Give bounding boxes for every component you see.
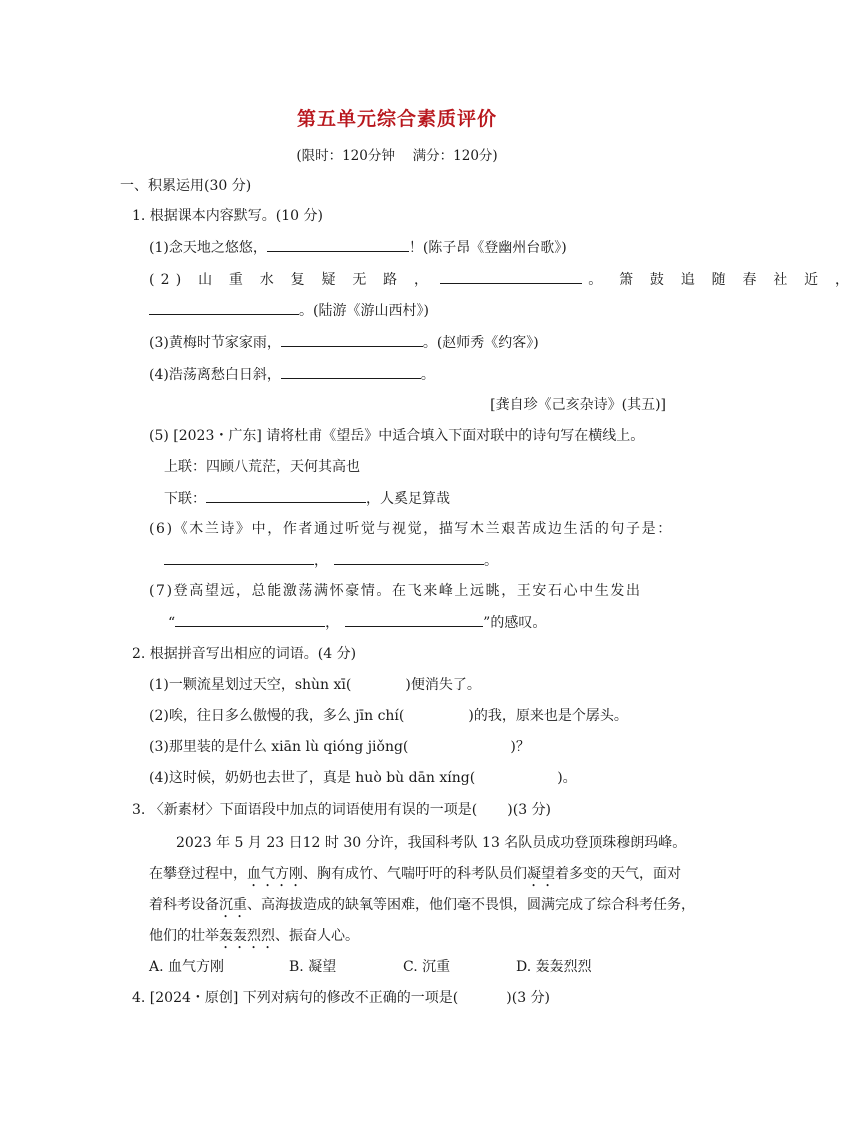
q1-item1-suffix: ！(陈子昂《登幽州台歌》) — [408, 240, 567, 256]
q1-item3-suffix: 。(赵师秀《约客》) — [422, 335, 539, 351]
answer-blank[interactable] — [440, 269, 582, 284]
q3-option-a[interactable]: A. 血气方刚 — [149, 959, 225, 975]
passage-text: 着多变的天气，面对 — [555, 866, 681, 882]
q1-item1 — [149, 237, 567, 258]
q1-item7-close: ”的感叹。 — [483, 615, 547, 631]
section-heading: 一、积累运用(30 分) — [120, 178, 252, 194]
q1-item7-answer — [168, 612, 546, 633]
answer-blank[interactable] — [206, 488, 366, 503]
q3-option-b[interactable]: B. 凝望 — [289, 959, 337, 975]
q3-passage-line2 — [149, 864, 681, 890]
q1-item2-line2 — [149, 300, 429, 321]
q2-item1-suffix: )便消失了。 — [405, 677, 481, 693]
q4-stem — [132, 988, 550, 1008]
q2-item2 — [149, 706, 628, 726]
q2-item4 — [149, 768, 577, 788]
page-subtitle: (限时：120分钟 满分：120分) — [296, 148, 498, 164]
q1-item2-suffix: 。 箫 鼓 追 随 春 社 近 ， — [588, 272, 855, 288]
q2-item4-prefix: (4)这时候，奶奶也去世了，真是 huò bù dān xíng( — [149, 770, 476, 786]
q3-passage-line4 — [149, 926, 359, 952]
q3-stem-prefix: 3. 〈新素材〉下面语段中加点的词语使用有误的一项是( — [132, 802, 478, 818]
answer-blank[interactable] — [345, 612, 483, 627]
page-title: 第五单元综合素质评价 — [296, 108, 497, 130]
q1-item3 — [149, 332, 539, 353]
q1-item6-mid: ， — [314, 553, 328, 569]
q1-item2-line2-suffix: 。(陆游《游山西村》) — [299, 303, 429, 319]
q4-stem-prefix: 4. [2024・原创] 下列对病句的修改不正确的一项是( — [132, 990, 459, 1006]
q1-item2-prefix: (2) 山 重 水 复 疑 无 路 ， — [149, 272, 435, 288]
q3-passage-line1: 2023 年 5 月 23 日12 时 30 分许，我国科考队 13 名队员成功登顶珠穆朗玛峰。 — [176, 835, 687, 851]
q1-stem: 1. 根据课本内容默写。(10 分) — [132, 208, 323, 224]
q3-stem — [132, 800, 551, 820]
q1-item4-source: [龚自珍《己亥杂诗》(其五)] — [490, 397, 666, 413]
q1-item4-suffix: 。 — [420, 367, 435, 383]
answer-blank[interactable] — [164, 550, 314, 565]
q1-item2 — [149, 269, 855, 290]
q1-item7-mid: ， — [325, 615, 340, 631]
q3-stem-suffix: )(3 分) — [507, 802, 552, 818]
q3-option-c[interactable]: C. 沉重 — [403, 959, 451, 975]
q2-item3-suffix: )？ — [510, 739, 530, 755]
q1-item6-stem: (6)《木兰诗》中，作者通过听觉与视觉，描写木兰艰苦成边生活的句子是： — [149, 521, 673, 537]
q2-item2-suffix: )的我，原来也是个孱头。 — [468, 708, 628, 724]
answer-blank[interactable] — [267, 237, 409, 252]
passage-text: 、高海拔造成的缺氧等困难，他们毫不畏惧，圆满完成了综合科考任务， — [247, 897, 695, 913]
q1-item5-upper: 上联：四顾八荒茫，天何其高也 — [164, 459, 360, 475]
q2-item3-prefix: (3)那里装的是什么 xiān lù qióng jiǒng( — [149, 739, 409, 755]
q2-item1 — [149, 675, 481, 695]
q1-item5-stem: (5) [2023・广东] 请将杜甫《望岳》中适合填入下面对联中的诗句写在横线上。 — [149, 428, 645, 444]
q3-option-d[interactable]: D. 轰轰烈烈 — [516, 959, 592, 975]
dotted-word: 血气方刚 — [247, 866, 303, 882]
q4-stem-suffix: )(3 分) — [506, 990, 551, 1006]
q1-item6-answer — [164, 550, 498, 571]
q1-item7-open-quote: “ — [168, 615, 176, 631]
q1-item6-end: 。 — [484, 553, 498, 569]
q1-item4-prefix: (4)浩荡离愁白日斜， — [149, 367, 281, 383]
q1-item5-lower-suffix: ，人奚足算哉 — [366, 491, 450, 507]
answer-blank[interactable] — [281, 364, 421, 379]
q1-item5-lower — [164, 488, 450, 509]
answer-blank[interactable] — [281, 332, 423, 347]
dotted-word: 沉重 — [219, 897, 247, 913]
dotted-word: 凝望 — [527, 866, 555, 882]
q2-item4-suffix: )。 — [557, 770, 577, 786]
q2-item2-prefix: (2)唉，往日多么傲慢的我，多么 jīn chí( — [149, 708, 405, 724]
q1-item3-prefix: (3)黄梅时节家家雨， — [149, 335, 281, 351]
q1-item1-prefix: (1)念天地之悠悠， — [149, 240, 267, 256]
q1-item7-stem: (7)登高望远，总能激荡满怀豪情。在飞来峰上远眺，王安石心中生发出 — [149, 583, 642, 599]
passage-text: 他们的壮举 — [149, 928, 219, 944]
q2-item3 — [149, 737, 530, 757]
passage-text: 、胸有成竹、气喘吁吁的科考队员们 — [303, 866, 527, 882]
passage-text: 着科考设备 — [149, 897, 219, 913]
passage-text: 、振奋人心。 — [275, 928, 359, 944]
passage-text: 在攀登过程中， — [149, 866, 247, 882]
q2-item1-prefix: (1)一颗流星划过天空，shùn xī( — [149, 677, 352, 693]
answer-blank[interactable] — [334, 550, 484, 565]
answer-blank[interactable] — [175, 612, 325, 627]
q3-passage-line3 — [149, 895, 695, 921]
q2-stem: 2. 根据拼音写出相应的词语。(4 分) — [132, 646, 357, 662]
dotted-word: 轰轰烈烈 — [219, 928, 275, 944]
q1-item4 — [149, 364, 435, 385]
answer-blank[interactable] — [149, 300, 299, 315]
q1-item5-lower-prefix: 下联： — [164, 491, 206, 507]
